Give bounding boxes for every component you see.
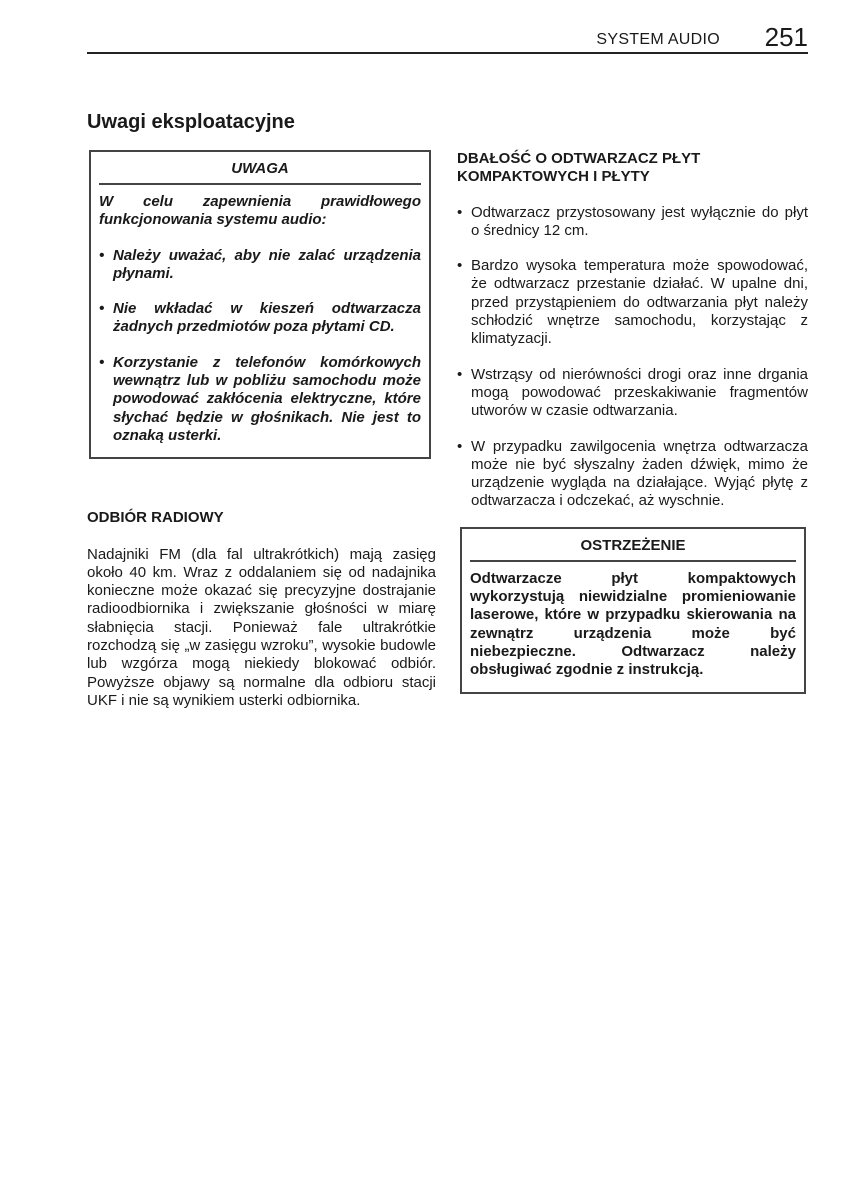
player-item	[457, 438, 808, 511]
player-item-text: Wstrząsy od nierówności drogi oraz inne drgania mogą powodować przeskakiwanie fragmentów utworów w czasie odtwarzania.	[471, 365, 808, 420]
section-name: SYSTEM AUDIO	[596, 31, 720, 48]
player-item-text: Odtwarzacz przystosowany jest wyłącznie do płyt o średnicy 12 cm.	[471, 203, 808, 239]
bullet-icon: •	[99, 300, 105, 318]
warning-text: Odtwarzacze płyt kompaktowych wykorzystują niewidzialne promieniowanie laserowe, które w przypadku skierowania na zewnątrz urządzenia może być niebezpieczne. Odtwarzacz należy obsługiwać zgodnie z instrukcją.	[470, 569, 796, 679]
bullet-icon: •	[457, 257, 463, 275]
player-item	[457, 366, 808, 421]
caution-heading: UWAGA	[99, 152, 421, 185]
player-item-text: W przypadku zawilgocenia wnętrza odtwarzacza może nie być słyszalny żaden dźwięk, mimo że urządzenie wygląda na działające. Wyjąć płytę z odtwarzacza i odczekać, aż wyschnie.	[471, 437, 808, 510]
bullet-icon: •	[457, 437, 463, 455]
bullet-icon: •	[99, 246, 105, 264]
player-item	[457, 204, 808, 241]
radio-text: Nadajniki FM (dla fal ultrakrótkich) mają zasięg około 40 km. Wraz z oddalaniem się od nadajnika konieczne może okazać się precyzyjne dostrajanie radioodbiornika i zwiększanie głośności w miarę słabnięcia stacji. Ponieważ fale ultrakrótkie rozchodzą się „w zasięgu wzroku”, wysokie budowle lub wzgórza mogą niekiedy blokować odbiór. Powyższe objawy są normalne dla odbioru stacji UKF i nie są wynikiem usterki odbiornika.	[87, 545, 436, 709]
page-number: 251	[764, 22, 808, 52]
caution-box	[89, 150, 431, 459]
player-heading: DBAŁOŚĆ O ODTWARZACZ PŁYT KOMPAKTOWYCH I PŁYTY	[457, 150, 701, 186]
caution-intro: W celu zapewnienia prawidłowego funkcjonowania systemu audio:	[99, 193, 421, 229]
warning-box	[460, 527, 806, 694]
bullet-icon: •	[457, 365, 463, 383]
caution-item	[99, 247, 421, 284]
bullet-icon: •	[457, 203, 463, 221]
caution-item-text: Należy uważać, aby nie zalać urządzenia płynami.	[113, 246, 421, 282]
caution-item-text: Nie wkładać w kieszeń odtwarzacza żadnych przedmiotów poza płytami CD.	[113, 300, 421, 336]
caution-list	[99, 247, 421, 446]
player-list	[457, 204, 808, 511]
page-title: Uwagi eksploatacyjne	[87, 111, 295, 133]
player-item	[457, 257, 808, 348]
radio-heading: ODBIÓR RADIOWY	[87, 509, 224, 527]
player-item-text: Bardzo wysoka temperatura może spowodować, że odtwarzacz przestanie działać. W upalne dni, przed przystąpieniem do odtwarzania płyt należy schłodzić wnętrze samochodu, korzystając z klimatyzacji.	[471, 257, 808, 348]
page-header	[87, 24, 808, 54]
left-column	[87, 150, 436, 710]
warning-heading: OSTRZEŻENIE	[470, 529, 796, 562]
bullet-icon: •	[99, 353, 105, 371]
caution-item	[99, 354, 421, 445]
caution-item-text: Korzystanie z telefonów komórkowych wewnątrz lub w pobliżu samochodu może powodować zakłócenia elektryczne, które słychać będzie w głośnikach. Nie jest to oznaką usterki.	[113, 353, 421, 444]
caution-item	[99, 300, 421, 337]
right-column	[457, 150, 808, 694]
